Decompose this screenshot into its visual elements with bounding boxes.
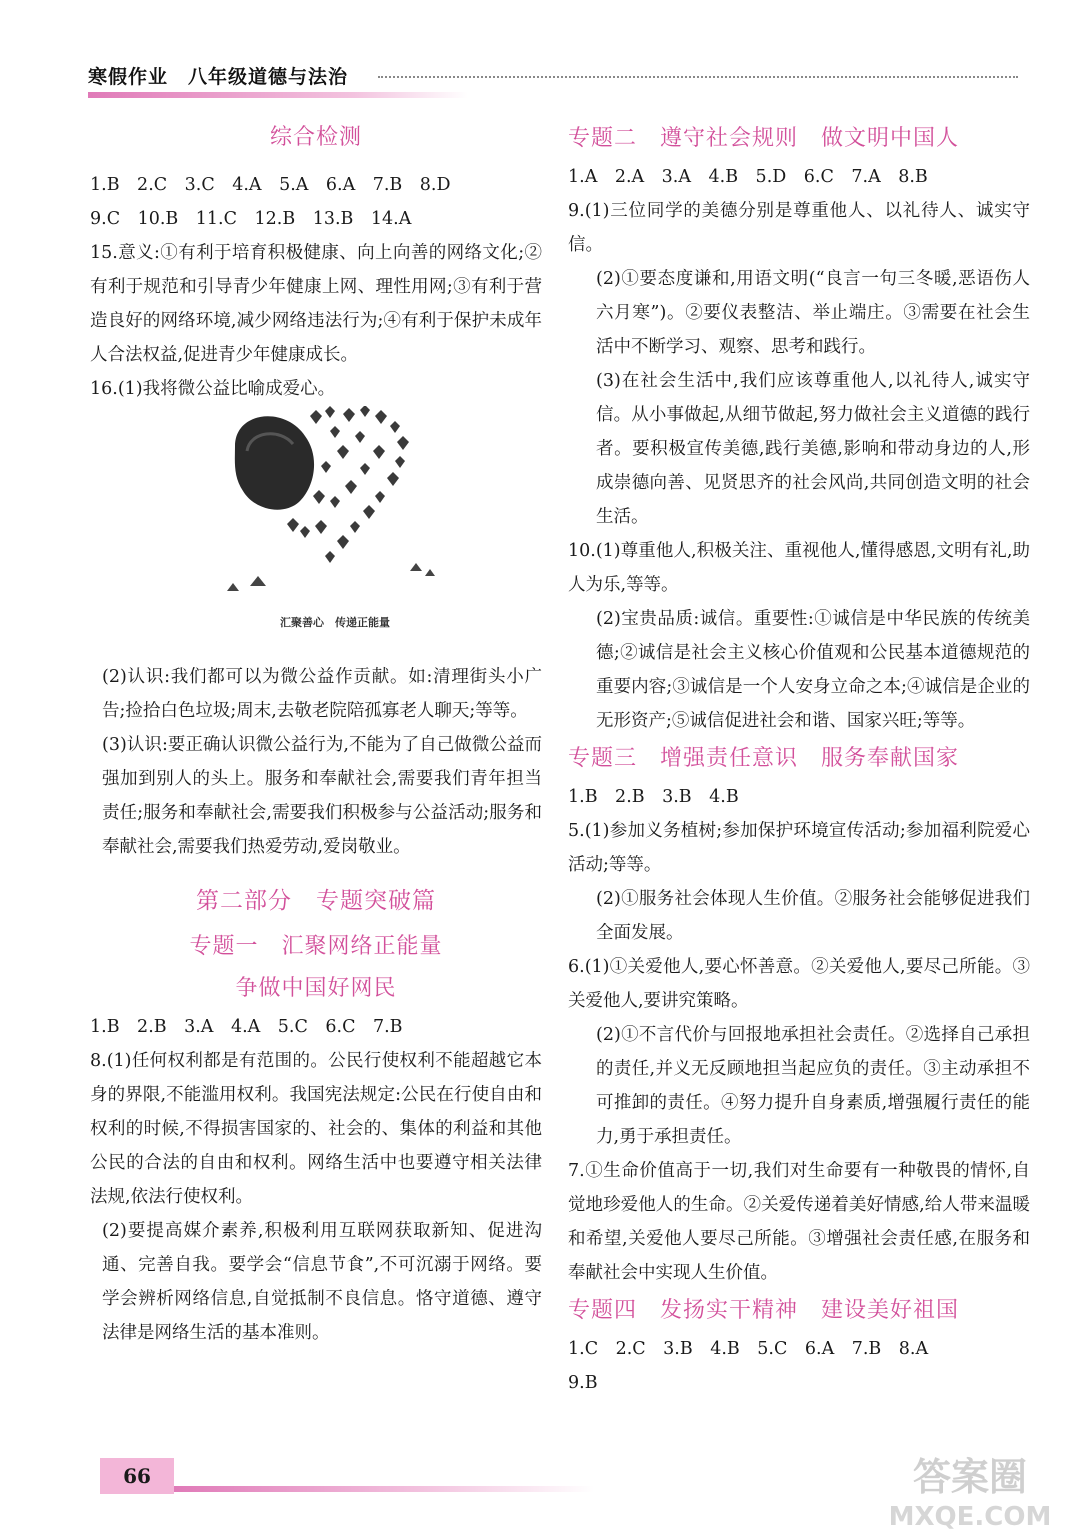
answers-line: 9.B bbox=[568, 1373, 598, 1393]
watermark-logo bbox=[880, 1445, 1060, 1535]
answers-line: 1.B 2.B 3.A 4.A 5.C 6.C 7.B bbox=[90, 1017, 403, 1037]
question-10-part2: (2)宝贵品质:诚信。重要性:①诚信是中华民族的传统美德;②诚信是社会主义核心价值观和公民基本道德规范的重要内容;③诚信是一个人安身立命之本;④诚信是企业的无形资产;⑤诚信促进社会和谐、国家兴旺;等等。 bbox=[596, 609, 1030, 731]
question-9-part3: (3)在社会生活中,我们应该尊重他人,以礼待人,诚实守信。从小事做起,从细节做起,努力做社会主义道德的践行者。要积极宣传美德,践行美德,影响和带动身边的人,形成崇德向善、见贤思齐的社会风尚,共同创造文明的社会生活。 bbox=[596, 371, 1030, 527]
heart-caption: 汇聚善心 传递正能量 bbox=[280, 616, 390, 629]
answers-line: 1.B 2.C 3.C 4.A 5.A 6.A 7.B 8.D bbox=[90, 175, 451, 195]
header-title: 寒假作业 八年级道德与法治 bbox=[88, 66, 349, 88]
left-column bbox=[90, 118, 542, 1350]
watermark-top: 答案圈 bbox=[912, 1455, 1028, 1499]
question-5-part1: 5.(1)参加义务植树;参加保护环境宣传活动;参加福利院爱心活动;等等。 bbox=[568, 821, 1030, 875]
heart-illustration bbox=[225, 406, 445, 660]
answers-line: 9.C 10.B 11.C 12.B 13.B 14.A bbox=[90, 209, 412, 229]
header-dotted-rule bbox=[378, 76, 1018, 78]
topic-one-subtitle: 争做中国好网民 bbox=[235, 976, 397, 1001]
question-6-part1: 6.(1)①关爱他人,要心怀善意。②关爱他人,要尽己所能。③关爱他人,要讲究策略。 bbox=[568, 957, 1030, 1011]
question-7-answer: 7.①生命价值高于一切,我们对生命要有一种敬畏的情怀,自觉地珍爱他人的生命。②关爱传递着美好情感,给人带来温暖和希望,关爱他人要尽己所能。③增强社会责任感,在服务和奉献社会中实现人生价值。 bbox=[568, 1161, 1030, 1283]
topic-one-title: 专题一 汇聚网络正能量 bbox=[189, 934, 443, 959]
right-column bbox=[568, 118, 1030, 1400]
question-9-part1: 9.(1)三位同学的美德分别是尊重他人、以礼待人、诚实守信。 bbox=[568, 201, 1030, 255]
question-6-part2: (2)①不言代价与回报地承担社会责任。②选择自己承担的责任,并义无反顾地担当起应负的责任。③主动承担不可推卸的责任。④努力提升自身素质,增强履行责任的能力,勇于承担责任。 bbox=[596, 1025, 1030, 1147]
question-8-part2: (2)要提高媒介素养,积极利用互联网获取新知、促进沟通、完善自我。要学会“信息节食”,不可沉溺于网络。要学会辨析网络信息,自觉抵制不良信息。恪守道德、遵守法律是网络生活的基本准则。 bbox=[102, 1221, 542, 1343]
section-title-comprehensive-test: 综合检测 bbox=[269, 125, 362, 150]
question-9-part2: (2)①要态度谦和,用语文明(“良言一句三冬暖,恶语伤人六月寒”)。②要仪表整洁、举止端庄。③需要在社会生活中不断学习、观察、思考和践行。 bbox=[596, 269, 1030, 357]
question-16-part3: (3)认识:要正确认识微公益行为,不能为了自己做微公益而强加到别人的头上。服务和奉献社会,需要我们青年担当责任;服务和奉献社会,需要我们积极参与公益活动;服务和奉献社会,需要我们热爱劳动,爱岗敬业。 bbox=[102, 735, 542, 857]
topic-two-title: 专题二 遵守社会规则 做文明中国人 bbox=[568, 126, 960, 151]
question-8-part1: 8.(1)任何权利都是有范围的。公民行使权利不能超越它本身的界限,不能滥用权利。我国宪法规定:公民在行使自由和权利的时候,不得损害国家的、社会的、集体的利益和其他公民的合法的自由和权利。网络生活中也要遵守相关法律法规,依法行使权利。 bbox=[90, 1051, 542, 1207]
question-5-part2: (2)①服务社会体现人生价值。②服务社会能够促进我们全面发展。 bbox=[596, 889, 1030, 943]
topic-four-title: 专题四 发扬实干精神 建设美好祖国 bbox=[568, 1298, 960, 1323]
page-header bbox=[88, 62, 1018, 102]
page-number: 66 bbox=[100, 1458, 174, 1494]
answers-line: 1.B 2.B 3.B 4.B bbox=[568, 787, 739, 807]
question-16-part2: (2)认识:我们都可以为微公益作贡献。如:清理街头小广告;捡拾白色垃圾;周末,去敬老院陪孤寡老人聊天;等等。 bbox=[102, 667, 542, 721]
topic-three-title: 专题三 增强责任意识 服务奉献国家 bbox=[568, 746, 960, 771]
question-15-answer: 15.意义:①有利于培育积极健康、向上向善的网络文化;②有利于规范和引导青少年健康上网、理性用网;③有利于营造良好的网络环境,减少网络违法行为;④有利于保护未成年人合法权益,促进青少年健康成长。 bbox=[90, 243, 542, 365]
question-16-part1: 16.(1)我将微公益比喻成爱心。 bbox=[90, 379, 336, 399]
answers-line: 1.A 2.A 3.A 4.B 5.D 6.C 7.A 8.B bbox=[568, 167, 928, 187]
watermark-bottom: MXQE.COM bbox=[888, 1502, 1052, 1532]
answers-line: 1.C 2.C 3.B 4.B 5.C 6.A 7.B 8.A bbox=[568, 1339, 929, 1359]
part-two-title: 第二部分 专题突破篇 bbox=[196, 888, 436, 914]
question-10-part1: 10.(1)尊重他人,积极关注、重视他人,懂得感恩,文明有礼,助人为乐,等等。 bbox=[568, 541, 1030, 595]
heart-icon bbox=[225, 406, 445, 606]
footer-pink-bar bbox=[174, 1486, 594, 1492]
header-pink-bar bbox=[88, 92, 468, 98]
